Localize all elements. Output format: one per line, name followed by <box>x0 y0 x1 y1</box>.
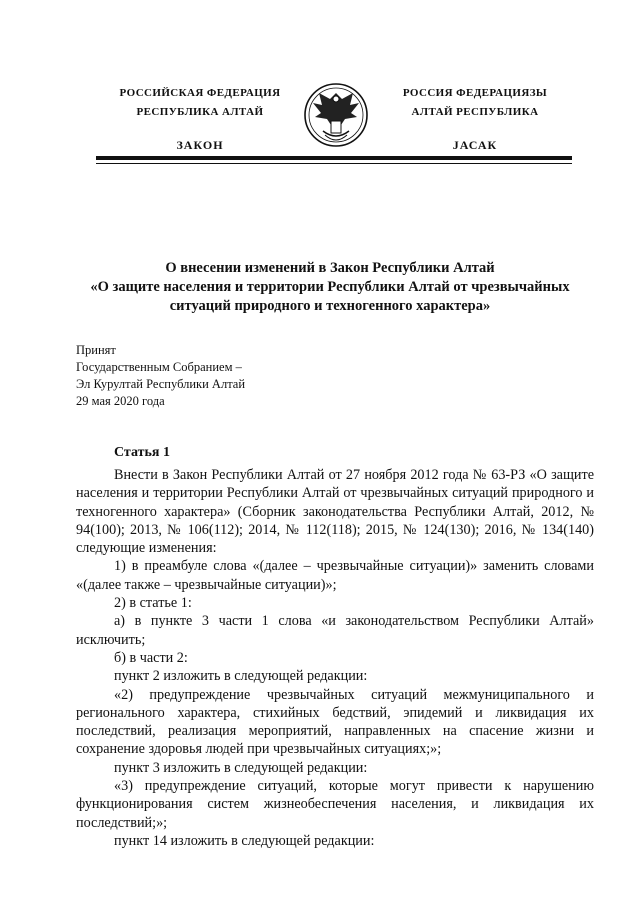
header-doctype-alt: JАСАК <box>452 138 498 152</box>
header-country-alt: РОССИЯ ФЕДЕРАЦИЯЗЫ <box>402 87 548 99</box>
article-heading: Статья 1 <box>114 445 170 460</box>
header-republic-ru: РЕСПУБЛИКА АЛТАЙ <box>136 106 264 118</box>
article-paragraph: «3) предупреждение ситуаций, которые могут привести к нарушению функционирования систем жизнеобеспечения населения, и ликвидация их последствий;»; <box>76 778 594 831</box>
header-right <box>375 84 575 155</box>
title-line-1: О внесении изменений в Закон Республики Алтай <box>165 260 495 276</box>
acceptance-block <box>76 342 245 410</box>
header-divider-thin <box>96 163 572 164</box>
article-paragraph: пункт 14 изложить в следующей редакции: <box>114 832 375 849</box>
accepted-line-3: Эл Курултай Республики Алтай <box>76 377 246 391</box>
title-line-2: «О защите населения и территории Республики Алтай от чрезвычайных <box>90 279 570 295</box>
header-left <box>100 84 300 155</box>
article-paragraph: а) в пункте 3 части 1 слова «и законодательством Республики Алтай» исключить; <box>76 613 594 648</box>
article-paragraph: Внести в Закон Республики Алтай от 27 ноября 2012 года № 63-РЗ «О защите населения и территории Республики Алтай от чрезвычайных ситуаций природного и техногенного характера» (Сборник законодательства Республики Алтай, 2012, № 94(100); 2013, № 106(112); 2014, № 112(118); 2015, № 124(130); 2016, № 134(140) следующие изменения: <box>76 467 594 557</box>
accepted-date: 29 мая 2020 года <box>76 394 165 408</box>
header-republic-alt: АЛТАЙ РЕСПУБЛИКА <box>411 106 539 118</box>
article-paragraph: «2) предупреждение чрезвычайных ситуаций межмуниципального и регионального характера, стихийных бедствий, эпидемий и ликвидация их последствий, реализация мероприятий, направленных на спасение жизни и сохранение здоровья людей при чрезвычайных ситуациях;»; <box>76 686 594 758</box>
header-doctype-ru: ЗАКОН <box>176 138 224 152</box>
header-country-ru: РОССИЙСКАЯ ФЕДЕРАЦИЯ <box>119 87 281 99</box>
article-paragraph: 2) в статье 1: <box>114 595 192 612</box>
article-body <box>76 466 594 850</box>
accepted-line-2: Государственным Собранием – <box>76 360 242 374</box>
title-line-3: ситуаций природного и техногенного характера» <box>169 298 491 314</box>
accepted-line-1: Принят <box>76 343 116 357</box>
article-paragraph: б) в части 2: <box>114 649 188 666</box>
document-title <box>60 259 600 316</box>
article-paragraph: пункт 3 изложить в следующей редакции: <box>114 759 368 776</box>
header-divider-thick <box>96 156 572 160</box>
article-paragraph: пункт 2 изложить в следующей редакции: <box>114 668 368 685</box>
coat-of-arms-emblem <box>303 79 369 151</box>
article-paragraph: 1) в преамбуле слова «(далее – чрезвычайные ситуации)» заменить словами «(далее также – чрезвычайные ситуации)»; <box>76 558 594 593</box>
